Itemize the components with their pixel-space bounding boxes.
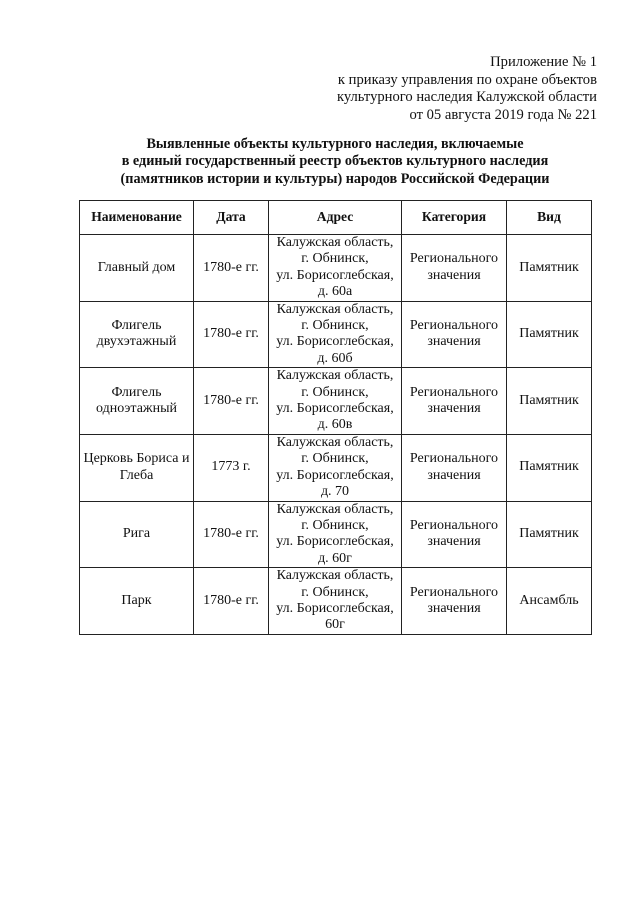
title-line: (памятников истории и культуры) народов Российской Федерации (120, 170, 550, 187)
object-name-cell: Церковь Бориса и Глеба (80, 434, 194, 501)
object-address-cell (269, 301, 402, 368)
address-line: Калужская область, (276, 368, 394, 384)
object-date-cell: 1780-е гг. (194, 368, 269, 435)
object-date-cell: 1773 г. (194, 434, 269, 501)
address-line: Калужская область, (276, 501, 394, 517)
order-reference-line: к приказу управления по охране объектов (337, 71, 597, 88)
address-line: Калужская область, (276, 568, 394, 584)
address-line: д. 60в (317, 417, 353, 433)
column-header-date: Дата (194, 201, 269, 235)
order-date-number: от 05 августа 2019 года № 221 (409, 106, 597, 123)
object-address-cell (269, 368, 402, 435)
address-line: г. Обнинск, (301, 584, 369, 600)
table-header-row (80, 201, 592, 235)
table-row (80, 568, 592, 635)
address-line: ул. Борисоглебская, (276, 600, 394, 616)
table-row (80, 301, 592, 368)
address-line: г. Обнинск, (301, 251, 369, 267)
address-line: ул. Борисоглебская, (276, 467, 394, 483)
table-row (80, 235, 592, 302)
document-title (80, 136, 590, 188)
address-line: ул. Борисоглебская, (276, 534, 394, 550)
address-line: д. 60б (317, 350, 353, 366)
object-kind-cell: Памятник (507, 434, 592, 501)
title-line: Выявленные объекты культурного наследия, включаемые (146, 136, 524, 152)
address-line: 60г (325, 617, 345, 633)
address-line: д. 70 (320, 484, 350, 500)
object-address-cell (269, 434, 402, 501)
object-name-cell: Флигель одноэтажный (80, 368, 194, 435)
object-name-cell: Рига (80, 501, 194, 568)
address-line: г. Обнинск, (301, 517, 369, 533)
object-category-cell: Регионального значения (402, 568, 507, 635)
address-line: г. Обнинск, (301, 451, 369, 467)
document-header (337, 54, 597, 124)
object-date-cell: 1780-е гг. (194, 235, 269, 302)
object-kind-cell: Памятник (507, 301, 592, 368)
object-date-cell: 1780-е гг. (194, 501, 269, 568)
appendix-label: Приложение № 1 (490, 54, 597, 70)
table-row (80, 368, 592, 435)
object-category-cell: Регионального значения (402, 368, 507, 435)
object-date-cell: 1780-е гг. (194, 568, 269, 635)
address-line: Калужская область, (276, 235, 394, 250)
column-header-name: Наименование (80, 201, 194, 235)
object-name-cell: Флигель двухэтажный (80, 301, 194, 368)
object-category-cell: Регионального значения (402, 501, 507, 568)
object-kind-cell: Ансамбль (507, 568, 592, 635)
heritage-objects-table (79, 200, 592, 635)
object-category-cell: Регионального значения (402, 301, 507, 368)
object-category-cell: Регионального значения (402, 235, 507, 302)
address-line: Калужская область, (276, 301, 394, 317)
address-line: ул. Борисоглебская, (276, 334, 394, 350)
object-address-cell (269, 235, 402, 302)
object-name-cell: Главный дом (80, 235, 194, 302)
object-category-cell: Регионального значения (402, 434, 507, 501)
address-line: г. Обнинск, (301, 384, 369, 400)
address-line: ул. Борисоглебская, (276, 267, 394, 283)
object-name-cell: Парк (80, 568, 194, 635)
title-line: в единый государственный реестр объектов культурного наследия (121, 153, 549, 170)
issuing-authority-line: культурного наследия Калужской области (336, 89, 597, 106)
object-kind-cell: Памятник (507, 368, 592, 435)
address-line: д. 60г (318, 550, 352, 566)
address-line: г. Обнинск, (301, 318, 369, 334)
object-kind-cell: Памятник (507, 235, 592, 302)
address-line: ул. Борисоглебская, (276, 401, 394, 417)
column-header-address: Адрес (269, 201, 402, 235)
object-date-cell: 1780-е гг. (194, 301, 269, 368)
address-line: Калужская область, (276, 434, 394, 450)
object-kind-cell: Памятник (507, 501, 592, 568)
table-row (80, 434, 592, 501)
address-line: д. 60а (317, 284, 353, 300)
table-row (80, 501, 592, 568)
column-header-category: Категория (402, 201, 507, 235)
column-header-kind: Вид (507, 201, 592, 235)
object-address-cell (269, 568, 402, 635)
object-address-cell (269, 501, 402, 568)
